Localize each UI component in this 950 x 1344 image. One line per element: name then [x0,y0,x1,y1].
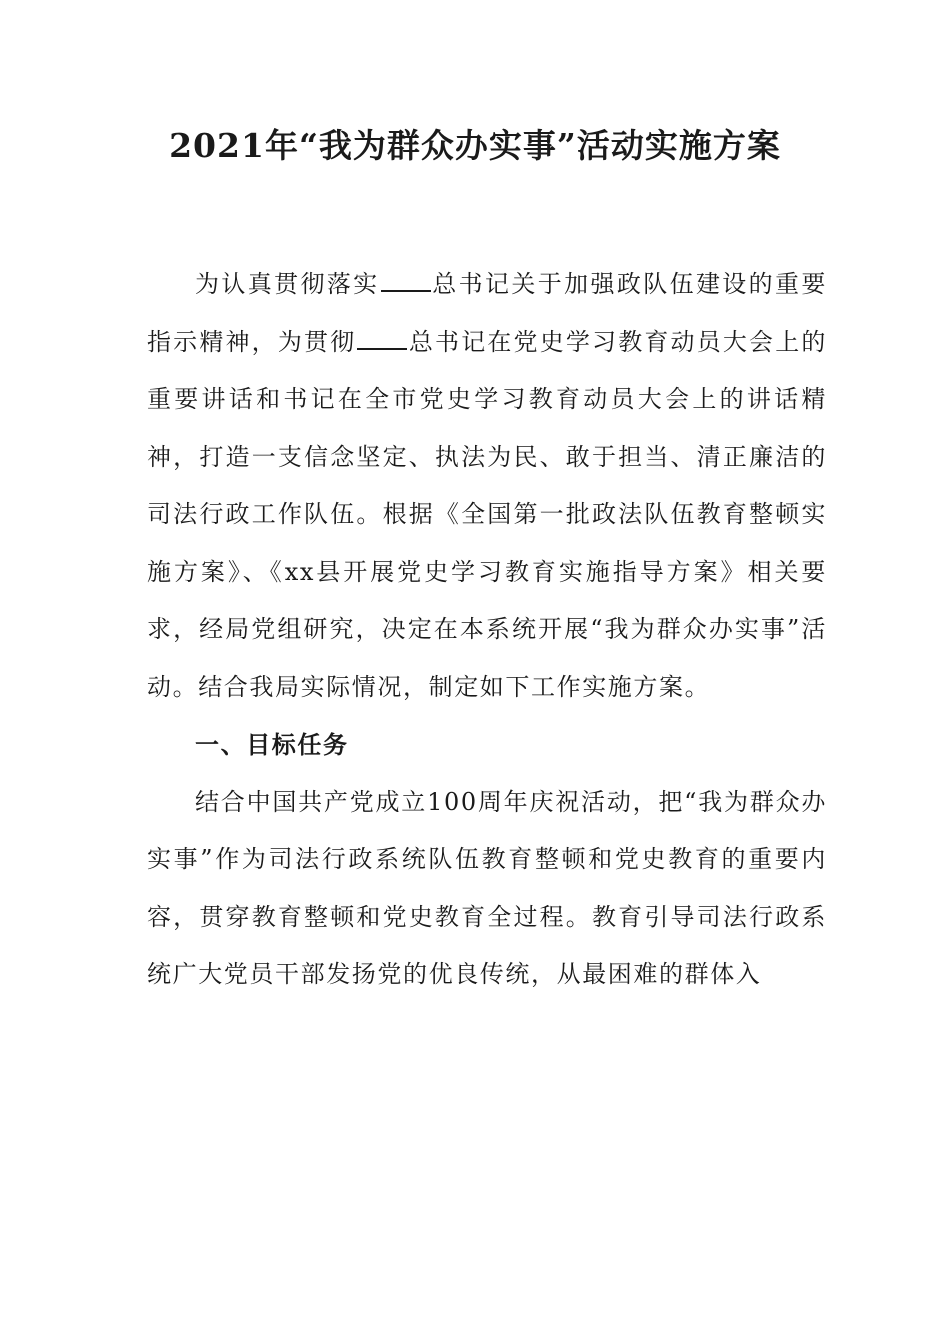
document-title: 2021年“我为群众办实事”活动实施方案 [169,126,781,165]
intro-text-part2: 总书记关于加强政队伍建设的重要指示精神，为贯彻 [147,270,827,356]
intro-paragraph [147,256,827,716]
intro-text-part1: 为认真贯彻落实 [195,270,380,298]
blank-underline-2 [357,328,407,350]
intro-text-part3: 总书记在党史学习教育动员大会上的重要讲话和书记在全市党史学习教育动员大会上的讲话精神，打造一支信念坚定、执法为民、敢于担当、清正廉洁的司法行政工作队伍。根据《全国第一批政法队伍教育整顿实施方案》、《xx县开展党史学习教育实施指导方案》相关要求，经局党组研究，决定在本系统开展“我为群众办实事”活动。结合我局实际情况，制定如下工作实施方案。 [147,327,827,701]
section-1-paragraph: 结合中国共产党成立100周年庆祝活动，把“我为群众办实事”作为司法行政系统队伍教育整顿和党史教育的重要内容，贯穿教育整顿和党史教育全过程。教育引导司法行政系统广大党员干部发扬党的优良传统，从最困难的群体入 [147,787,827,988]
blank-underline-1 [381,270,431,292]
section-heading-1: 一、目标任务 [195,730,349,759]
document-body [147,256,827,1004]
